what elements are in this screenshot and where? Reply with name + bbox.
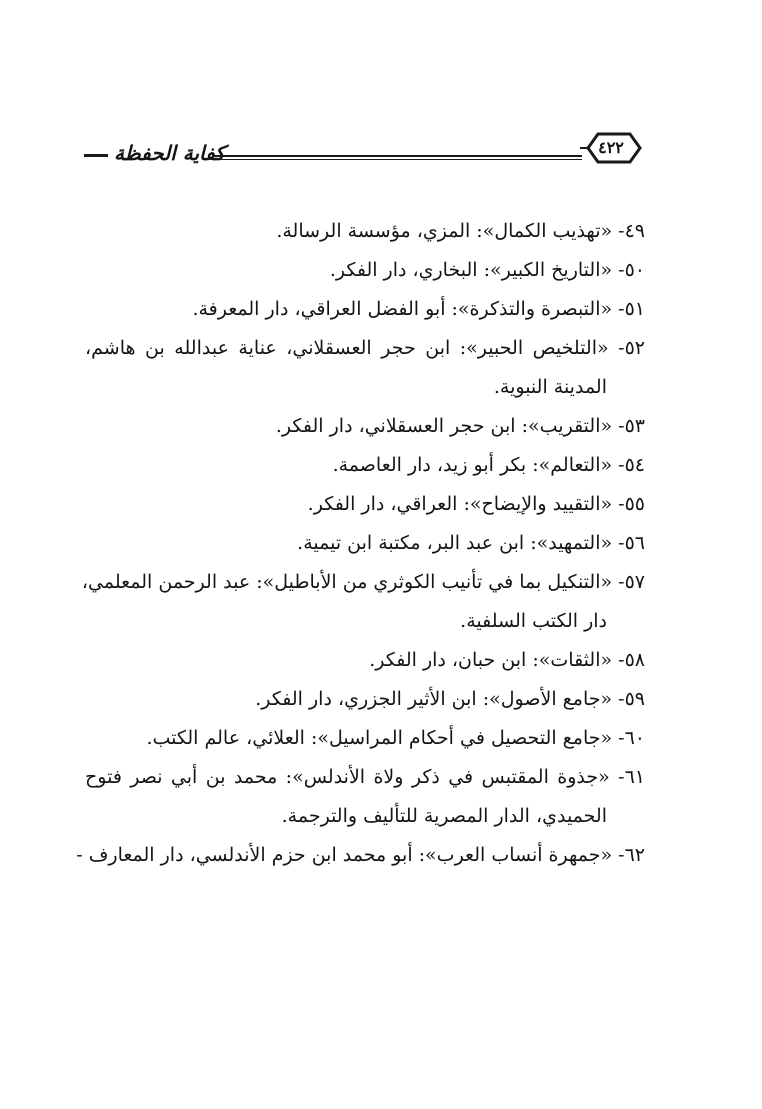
entry-text: «جمهرة أنساب العرب»: أبو محمد ابن حزم الأندلسي، دار المعارف - — [76, 844, 613, 866]
list-item — [85, 407, 645, 446]
bibliography-list — [76, 212, 645, 875]
header-dash — [84, 154, 108, 157]
entry-continuation: المدينة النبوية. — [493, 376, 607, 398]
entry-number: ٥٨- — [618, 649, 645, 671]
entry-continuation: دار الكتب السلفية. — [460, 610, 607, 632]
entry-text: «التقييد والإيضاح»: العراقي، دار الفكر. — [307, 493, 613, 515]
entry-first-line — [81, 563, 645, 602]
entry-text: «التلخيص الحبير»: ابن حجر العسقلاني، عناية عبدالله بن هاشم، — [85, 337, 609, 359]
entry-number: ٥١- — [618, 298, 645, 320]
list-item — [76, 836, 645, 875]
entry-text: «جذوة المقتبس في ذكر ولاة الأندلس»: محمد بن أبي نصر فتوح — [85, 766, 610, 788]
entry-number: ٥٤- — [618, 454, 645, 476]
entry-text: «جامع التحصيل في أحكام المراسيل»: العلائي، عالم الكتب. — [146, 727, 613, 749]
list-item — [85, 329, 645, 407]
list-item — [85, 524, 645, 563]
entry-number: ٦٢- — [618, 844, 645, 866]
entry-number: ٦٠- — [618, 727, 645, 749]
entry-number: ٤٩- — [618, 220, 645, 242]
entry-number: ٥٦- — [618, 532, 645, 554]
entry-number: ٦١- — [618, 766, 645, 788]
entry-text: «التمهيد»: ابن عبد البر، مكتبة ابن تيمية. — [297, 532, 613, 554]
list-item — [85, 485, 645, 524]
entry-number: ٥٩- — [618, 688, 645, 710]
list-item — [85, 641, 645, 680]
list-item — [85, 212, 645, 251]
entry-continuation: الحميدي، الدار المصرية للتأليف والترجمة. — [281, 805, 607, 827]
entry-number: ٥٢- — [618, 337, 645, 359]
list-item — [85, 680, 645, 719]
list-item — [85, 251, 645, 290]
entry-text: «التاريخ الكبير»: البخاري، دار الفكر. — [329, 259, 613, 281]
entry-text: «التعالم»: بكر أبو زيد، دار العاصمة. — [332, 454, 613, 476]
entry-text: «التبصرة والتذكرة»: أبو الفضل العراقي، دار المعرفة. — [192, 298, 613, 320]
list-item — [85, 719, 645, 758]
header-rule — [212, 155, 582, 160]
page-number: ٤٢٢ — [598, 138, 624, 157]
entry-number: ٥٣- — [618, 415, 645, 437]
running-title: كفاية الحفظة — [114, 141, 225, 165]
entry-text: «التنكيل بما في تأنيب الكوثري من الأباطيل»: عبد الرحمن المعلمي، — [81, 571, 613, 593]
entry-first-line — [85, 329, 645, 368]
entry-number: ٥٠- — [618, 259, 645, 281]
page-number-badge — [578, 130, 644, 166]
entry-number: ٥٧- — [618, 571, 645, 593]
entry-text: «التقريب»: ابن حجر العسقلاني، دار الفكر. — [275, 415, 613, 437]
entry-number: ٥٥- — [618, 493, 645, 515]
list-item — [85, 758, 645, 836]
entry-text: «تهذيب الكمال»: المزي، مؤسسة الرسالة. — [276, 220, 613, 242]
list-item — [85, 446, 645, 485]
list-item — [85, 290, 645, 329]
entry-text: «جامع الأصول»: ابن الأثير الجزري، دار الفكر. — [255, 688, 613, 710]
entry-text: «الثقات»: ابن حبان، دار الفكر. — [369, 649, 613, 671]
entry-first-line — [85, 758, 645, 797]
list-item — [81, 563, 645, 641]
page-header — [84, 124, 644, 174]
